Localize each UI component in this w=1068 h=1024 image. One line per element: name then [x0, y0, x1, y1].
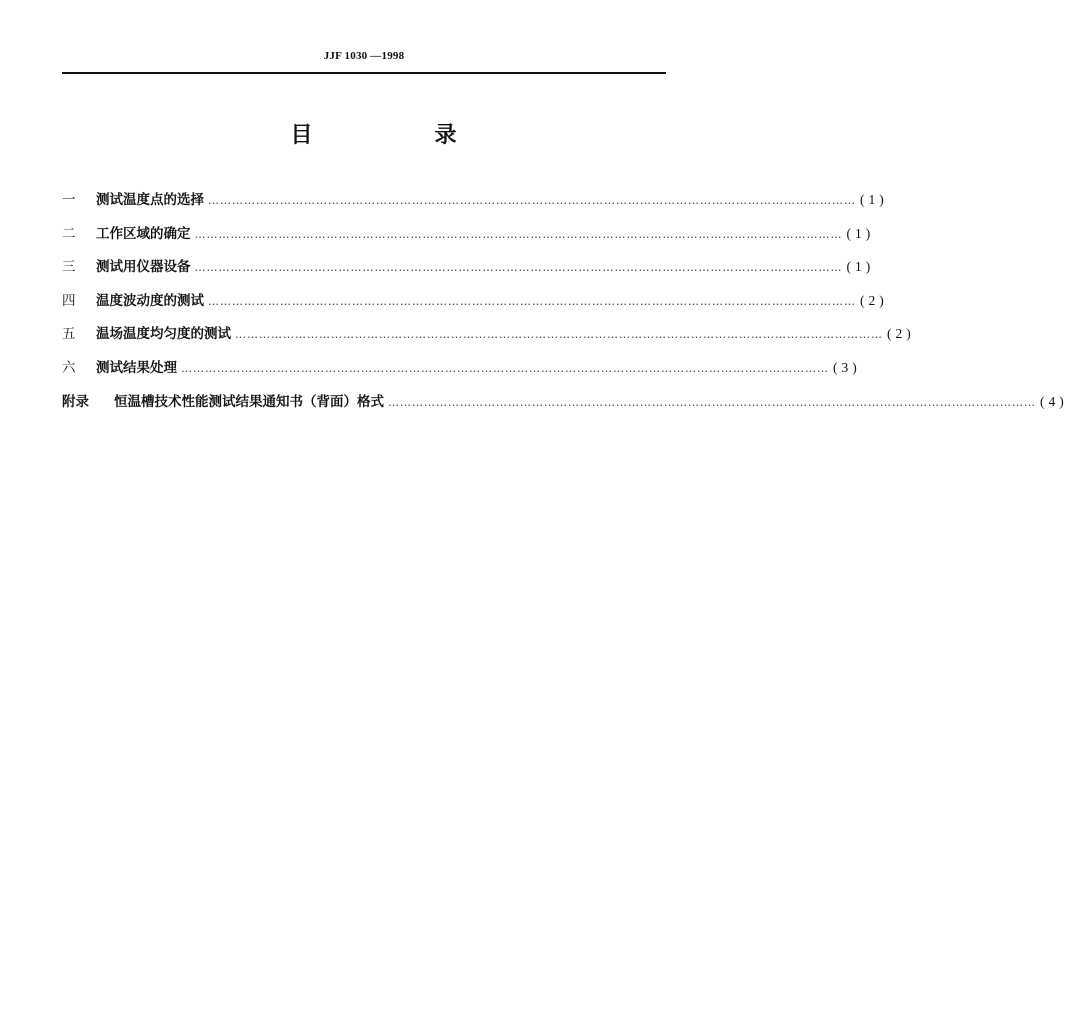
toc-entry-2 — [62, 222, 875, 256]
toc-entry-number: 四 — [62, 292, 76, 309]
toc-entry-label: 工作区域的确定 — [96, 225, 191, 242]
toc-entry-label: 温度波动度的测试 — [96, 292, 204, 309]
dot-leader: ……………………………………………………………………………………………………………………………………………… — [181, 361, 829, 375]
toc-entry-number: 二 — [62, 225, 76, 242]
dot-leader: ……………………………………………………………………………………………………………………………………………… — [194, 227, 843, 241]
dot-leader: ……………………………………………………………………………………………………………………………………………… — [235, 328, 883, 342]
toc-entry-number: 六 — [62, 359, 76, 376]
toc-entry-page: (2) — [887, 326, 915, 342]
dot-leader: ……………………………………………………………………………………………………………………………………………… — [194, 261, 843, 275]
toc-entry-label: 温场温度均匀度的测试 — [96, 326, 231, 343]
toc-entry-6 — [62, 356, 861, 390]
toc-entry-page: (1) — [846, 225, 875, 241]
toc-entry-label: 测试温度点的选择 — [96, 192, 204, 208]
header-rule — [62, 72, 666, 74]
toc-entry-3 — [62, 255, 875, 289]
dot-leader: ……………………………………………………………………………………………………………………………………………… — [208, 194, 856, 207]
toc-entry-page: (2) — [860, 292, 888, 308]
toc-entry-1 — [62, 188, 888, 222]
toc-entry-appendix — [62, 390, 1068, 424]
dot-leader: ……………………………………………………………………………………………………………………………………………… — [208, 294, 856, 308]
toc-entry-page: (4) — [1040, 393, 1068, 409]
toc-entry-page: (1) — [860, 192, 888, 207]
toc-entry-page: (1) — [846, 259, 875, 275]
toc-entry-number: 一 — [62, 192, 76, 208]
toc-entry-5 — [62, 322, 915, 356]
page-title: 目 录 — [290, 123, 507, 148]
toc-entry-label: 测试用仪器设备 — [96, 259, 191, 276]
toc-entry-label: 恒温槽技术性能测试结果通知书（背面）格式 — [114, 393, 384, 410]
toc-entry-number: 附录 — [62, 393, 89, 410]
toc-entry-number: 五 — [62, 326, 76, 343]
toc-entry-number: 三 — [62, 259, 76, 276]
document-code-header: JJF 1030 —1998 — [323, 50, 405, 62]
toc-entry-4 — [62, 289, 888, 323]
toc-entry-page: (3) — [833, 359, 861, 375]
table-of-contents — [62, 188, 1068, 423]
toc-entry-label: 测试结果处理 — [96, 359, 177, 376]
dot-leader: ……………………………………………………………………………………………………………………………………………… — [388, 395, 1036, 409]
